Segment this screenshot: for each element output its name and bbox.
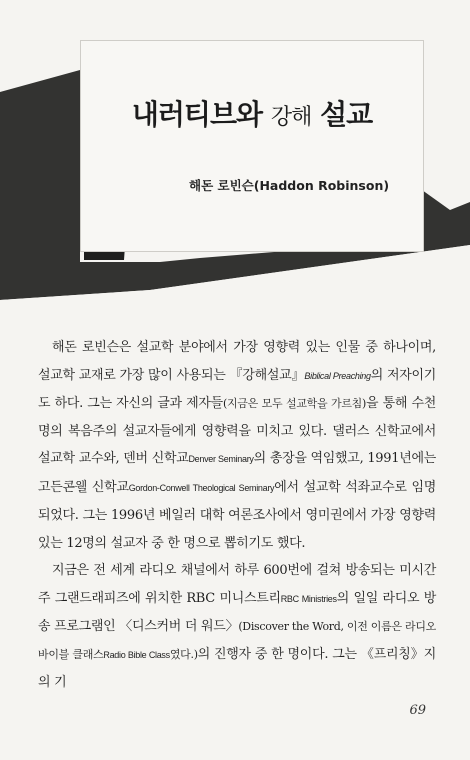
p2-text-2: 의 일일 라디오 방송 프로그램인 〈디스커버 더 워드〉 [38, 590, 436, 634]
p2-radio-bible-class: Radio Bible Class [103, 649, 170, 660]
p1-text-1: 해돈 로빈슨은 설교학 분야에서 가장 영향력 있는 인물 중 하나이며, 설교학 교재로 가장 많이 사용되는 『강해설교』 [38, 340, 436, 383]
chapter-title [81, 93, 423, 133]
p1-text-5: 에서 설교학 석좌교수로 임명되었다. 그는 1996년 베일러 대학 여론조사에서 영미권에서 가장 영향력 있는 12명의 설교자 중 한 명으로 뽑히기도 했다. [38, 479, 436, 551]
p1-book-title-english: Biblical Preaching [304, 370, 371, 381]
p1-text-3: 을 통해 수천 명의 복음주의 설교자들에게 영향력을 미치고 있다. 댈러스 신학교에서 설교학 교수와, 덴버 신학교 [38, 396, 436, 466]
p1-parenthetical: (지금은 모두 설교학을 가르침) [222, 397, 366, 410]
p1-denver-seminary: Denver Seminary [188, 454, 254, 464]
p2-rbc-ministries: RBC Ministries [280, 593, 337, 604]
chapter-title-part1: 내러티브와 [131, 98, 271, 131]
p1-text-4: 의 총장을 역임했고, 1991년에는 고든콘웰 신학교 [38, 451, 436, 495]
body-text [38, 334, 436, 697]
p2-text-1: 지금은 전 세계 라디오 채널에서 하루 600번에 걸쳐 방송되는 미시간주 그랜드래피즈에 위치한 RBC 미니스트리 [38, 563, 436, 606]
paragraph-1 [38, 334, 436, 557]
p2-parenthetical: (Discover the Word, 이전 이름은 라디오 바이블 클래스 [38, 620, 436, 661]
chapter-title-part2: 강해 [270, 105, 312, 130]
author-byline: 해돈 로빈슨(Haddon Robinson) [189, 178, 390, 193]
p2-parenthetical-end: 였다.) [169, 647, 198, 661]
p1-text-2: 의 저자이기도 하다. 그는 자신의 글과 제자들 [38, 367, 436, 411]
p1-gordon-conwell: Gordon-Conwell Theological Seminary [128, 482, 275, 493]
p2-text-3: 의 진행자 중 한 명이다. 그는 《프리칭》지의 기 [38, 646, 436, 690]
page-number: 69 [409, 703, 426, 718]
paragraph-2 [38, 557, 436, 697]
title-panel [80, 40, 424, 252]
chapter-title-part3: 설교 [311, 98, 373, 131]
